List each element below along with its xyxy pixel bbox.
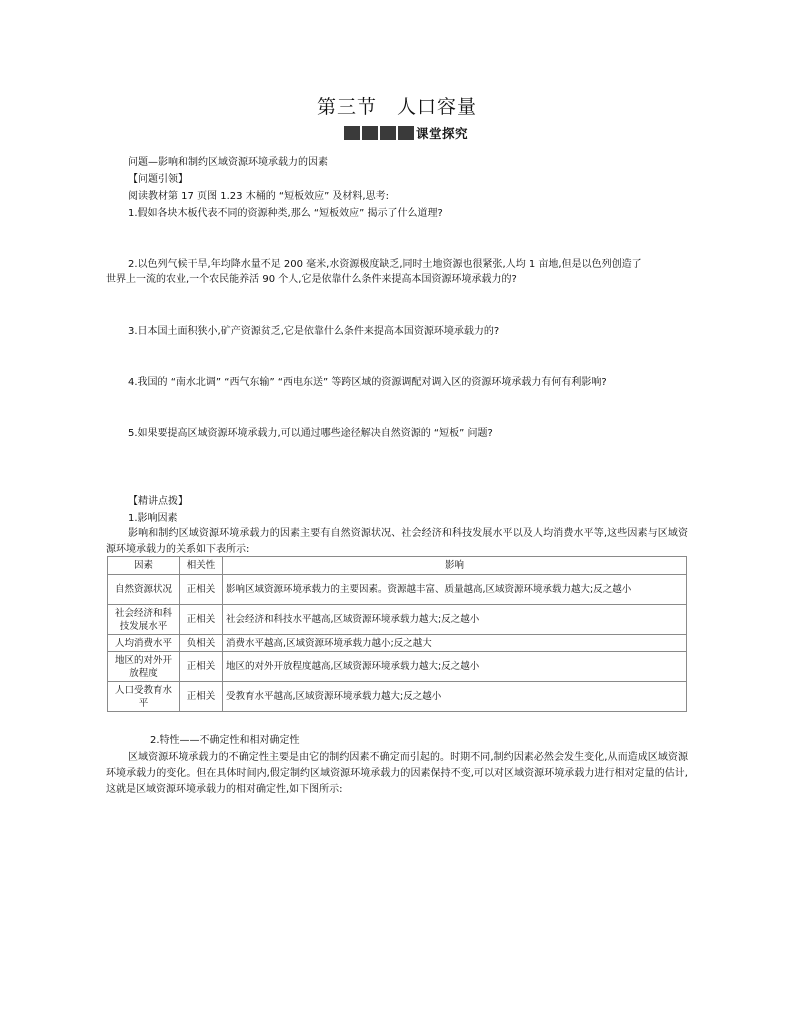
table-header-effect: 影响 <box>223 557 687 575</box>
table-header-row <box>108 557 687 575</box>
question-3: 3.日本国土面积狭小,矿产资源贫乏,它是依靠什么条件来提高本国资源环境承载力的? <box>128 326 500 337</box>
guide-heading: 【问题引领】 <box>128 174 188 185</box>
table-row <box>108 635 687 652</box>
table-header-relation: 相关性 <box>180 557 223 575</box>
table-cell-factor: 人口受教育水平 <box>108 682 180 712</box>
guide-intro: 阅读教材第 17 页图 1.23 木桶的 “短板效应” 及材料,思考: <box>128 191 389 202</box>
table-cell-relation: 正相关 <box>180 682 223 712</box>
table-row <box>108 605 687 635</box>
section-tag-blocks <box>344 126 414 140</box>
question-5: 5.如果要提高区域资源环境承载力,可以通过哪些途径解决自然资源的 “短板” 问题? <box>128 428 493 439</box>
table-cell-factor: 社会经济和科技发展水平 <box>108 605 180 635</box>
question-heading: 问题—影响和制约区域资源环境承载力的因素 <box>128 157 328 168</box>
question-1: 1.假如各块木板代表不同的资源种类,那么 “短板效应” 揭示了什么道理? <box>128 208 443 219</box>
table-cell-factor: 地区的对外开放程度 <box>108 652 180 682</box>
table-cell-factor: 人均消费水平 <box>108 635 180 652</box>
table-cell-effect: 社会经济和科技水平越高,区域资源环境承载力越大;反之越小 <box>223 605 687 635</box>
table-header-factor: 因素 <box>108 557 180 575</box>
question-2-line-2: 世界上一流的农业,一个农民能养活 90 个人,它是依靠什么条件来提高本国资源环境承载力的? <box>106 274 517 285</box>
section-tag-label: 课堂探究 <box>416 126 469 141</box>
table-cell-effect: 地区的对外开放程度越高,区域资源环境承载力越大;反之越小 <box>223 652 687 682</box>
explain-heading: 【精讲点拨】 <box>128 496 188 507</box>
factors-subheading: 1.影响因素 <box>128 513 178 524</box>
table-row <box>108 575 687 605</box>
table-cell-effect: 影响区域资源环境承载力的主要因素。资源越丰富、质量越高,区域资源环境承载力越大;反之越小 <box>223 575 687 605</box>
question-2-line-1: 2.以色列气候干旱,年均降水量不足 200 毫米,水资源极度缺乏,同时土地资源也很紧张,人均 1 亩地,但是以色列创造了 <box>128 259 642 270</box>
traits-paragraph: 区域资源环境承载力的不确定性主要是由它的制约因素不确定而引起的。时期不同,制约因素必然会发生变化,从而造成区域资源环境承载力的变化。但在具体时间内,假定制约区域资源环境承载力的因素保持不变,可以对区域资源环境承载力进行相对定量的估计,这就是区域资源环境承载力的相对确定性,如下图所示: <box>106 752 688 795</box>
table-cell-factor: 自然资源状况 <box>108 575 180 605</box>
section-tag <box>344 125 468 141</box>
traits-subheading: 2.特性——不确定性和相对确定性 <box>150 735 300 746</box>
table-cell-effect: 消费水平越高,区域资源环境承载力越小;反之越大 <box>223 635 687 652</box>
table-cell-relation: 正相关 <box>180 575 223 605</box>
table-cell-relation: 正相关 <box>180 605 223 635</box>
page-title: 第三节 人口容量 <box>316 96 477 118</box>
table-cell-relation: 正相关 <box>180 652 223 682</box>
table-cell-relation: 负相关 <box>180 635 223 652</box>
factors-table <box>107 556 687 712</box>
table-row <box>108 652 687 682</box>
table-row <box>108 682 687 712</box>
question-4: 4.我国的 “南水北调” “西气东输” “西电东送” 等跨区域的资源调配对调入区的资源环境承载力有何有利影响? <box>128 377 607 388</box>
factors-paragraph: 影响和制约区域资源环境承载力的因素主要有自然资源状况、社会经济和科技发展水平以及人均消费水平等,这些因素与区域资源环境承载力的关系如下表所示: <box>106 528 688 555</box>
table-cell-effect: 受教育水平越高,区域资源环境承载力越大;反之越小 <box>223 682 687 712</box>
